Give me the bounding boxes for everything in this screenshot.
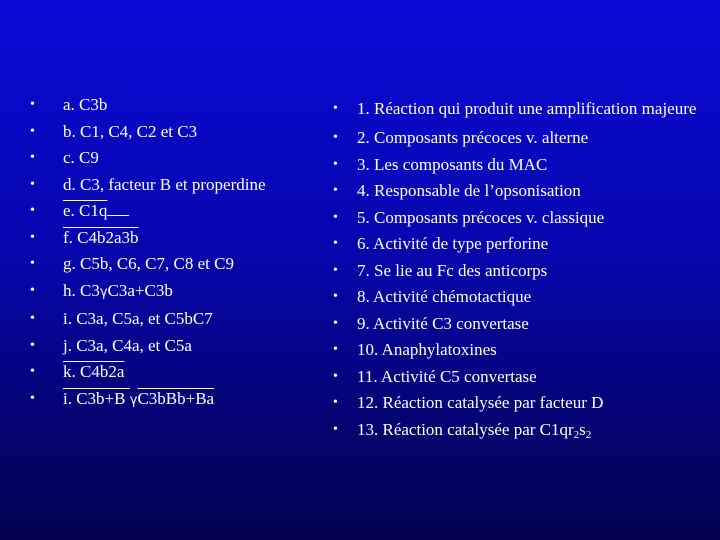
left-item-d [30,172,330,199]
left-item-label: a. C3b [63,95,108,114]
right-item-12 [333,390,708,417]
left-item-j [30,333,330,360]
left-item-suffix: C3bBb+Ba [137,388,215,408]
bullet: • [30,176,35,192]
subscript: 2 [585,428,592,441]
left-item-f [30,225,330,252]
bullet: • [30,390,35,406]
left-item-label: f. C4b2a3b [63,227,139,247]
left-item-e [30,198,330,225]
right-item-label: 4. Responsable de l’opsonisation [357,181,581,200]
bullet: • [333,156,338,172]
reaction-arrow-icon: γ [99,284,108,300]
right-item-label: 8. Activité chémotactique [357,287,532,306]
right-item-9 [333,311,708,338]
bullet: • [30,150,35,165]
right-item-label: 5. Composants précoces v. classique [357,207,605,227]
right-item-label: 11. Activité C5 convertase [357,366,537,386]
left-item-label: i. C3a, C5a, et C5bC7 [63,309,213,328]
right-item-7 [333,258,708,285]
right-item-mid: s [579,419,586,439]
right-item-6 [333,231,708,258]
right-item-11 [333,364,708,391]
bullet: • [30,203,35,218]
right-item-8 [333,284,708,311]
right-item-label: 12. Réaction catalysée par facteur D [357,393,604,412]
bullet: • [333,183,338,198]
right-item-3 [333,152,708,179]
bullet: • [333,262,338,278]
left-item-a [30,92,330,119]
bullet: • [333,101,338,116]
left-item-label: d. C3, facteur B et properdine [63,174,266,194]
left-item-h [30,278,330,307]
left-item-label: g. C5b, C6, C7, C8 et C9 [63,254,234,273]
bullet: • [333,289,338,304]
right-item-label: 6. Activité de type perforine [357,234,549,253]
bullet: • [333,315,338,331]
bullet: • [30,123,35,139]
right-item-2 [333,125,708,152]
bullet: • [30,282,35,298]
right-item-prefix: 13. Réaction catalysée par C1qr [357,419,574,439]
bullet: • [333,395,338,410]
bullet: • [333,421,338,437]
left-item-label: e. C1q [63,201,108,220]
bullet: • [30,97,35,112]
bullet: • [333,368,338,384]
bullet: • [30,364,35,379]
right-item-1 [333,98,708,125]
left-item-label: k. C4b2a [63,362,125,381]
left-item-label: c. C9 [63,148,99,167]
subscript: 2 [573,428,580,441]
right-item-label: 3. Les composants du MAC [357,154,548,174]
left-item-i [30,306,330,333]
left-item-prefix: i. C3b+B [63,388,130,408]
right-item-13 [333,417,708,449]
bullet: • [30,311,35,326]
left-item-l [30,386,330,415]
left-item-c [30,145,330,172]
right-description-list [333,98,708,448]
reaction-arrow-icon: γ [129,392,138,408]
left-item-prefix: h. C3 [63,280,100,300]
right-item-label: 9. Activité C3 convertase [357,313,529,333]
bullet: • [333,236,338,251]
left-answer-list [30,92,330,414]
bullet: • [30,337,35,353]
left-item-suffix: C3a+C3b [107,280,173,300]
right-item-5 [333,205,708,232]
bullet: • [333,130,338,145]
right-item-label: 2. Composants précoces v. alterne [357,128,589,147]
bullet: • [30,229,35,245]
bullet: • [333,342,338,357]
right-item-label: 1. Réaction qui produit une amplification majeure [357,99,697,118]
left-item-label: b. C1, C4, C2 et C3 [63,121,198,141]
right-item-label: 10. Anaphylatoxines [357,340,497,359]
bullet: • [30,256,35,271]
bullet: • [333,209,338,225]
blank-line [107,201,129,216]
left-item-label: j. C3a, C4a, et C5a [63,335,192,355]
left-item-b [30,119,330,146]
right-item-4 [333,178,708,205]
left-item-k [30,359,330,386]
left-item-g [30,251,330,278]
right-item-10 [333,337,708,364]
right-item-label: 7. Se lie au Fc des anticorps [357,260,548,280]
